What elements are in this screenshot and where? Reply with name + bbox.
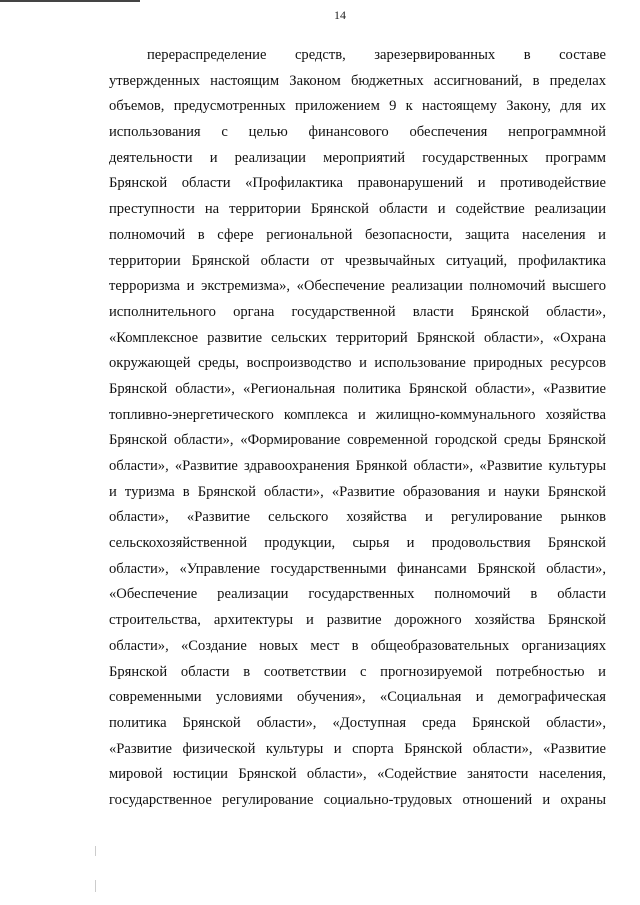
top-rule [0,0,140,2]
text-line: современными условиями обучения», «Социальная и демографическая [109,689,606,706]
text-line: Брянской области «Профилактика правонарушений и противодействие [109,175,606,192]
text-line: исполнительного органа государственной власти Брянской области», [109,303,606,320]
text-line: терроризма и экстремизма», «Обеспечение реализации полномочий высшего [109,278,606,295]
body-text [109,43,606,814]
text-line: политика Брянской области», «Доступная среда Брянской области», [109,714,606,731]
text-line: и туризма в Брянской области», «Развитие образования и науки Брянской [109,483,606,500]
text-line: строительства, архитектуры и развитие дорожного хозяйства Брянской [109,612,606,629]
page-number: 14 [334,8,346,22]
text-line: сельскохозяйственной продукции, сырья и продовольствия Брянской [109,535,606,552]
scan-margin-mark [95,846,96,856]
text-line: использования с целью финансового обеспечения непрограммной [109,124,606,141]
scan-margin-mark [95,880,96,892]
text-line: мировой юстиции Брянской области», «Содействие занятости населения, [109,766,606,783]
text-line: области», «Развитие здравоохранения Брянкой области», «Развитие культуры [109,458,606,474]
text-line: топливно-энергетического комплекса и жилищно-коммунального хозяйства [109,406,606,423]
text-line: деятельности и реализации мероприятий государственных программ [109,149,606,166]
text-line: Брянской области в соответствии с прогнозируемой потребностью и [109,663,606,680]
text-line: окружающей среды, воспроизводство и использование природных ресурсов [109,355,606,372]
text-line: перераспределение средств, зарезервированных в составе [147,47,606,63]
text-line: Брянской области», «Формирование современной городской среды Брянской [109,432,606,449]
text-line: «Комплексное развитие сельских территорий Брянской области», «Охрана [109,329,606,346]
text-line: Брянской области», «Региональная политика Брянской области», «Развитие [109,380,606,397]
text-line: государственное регулирование социально-трудовых отношений и охраны [109,791,606,808]
text-line: полномочий в сфере региональной безопасности, защита населения и [109,226,606,243]
text-line: «Обеспечение реализации государственных полномочий в области [109,586,606,603]
text-line: утвержденных настоящим Законом бюджетных ассигнований, в пределах [109,72,606,89]
text-line: объемов, предусмотренных приложением 9 к настоящему Закону, для их [109,98,606,115]
text-line: территории Брянской области от чрезвычайных ситуаций, профилактика [109,252,606,269]
text-line: области», «Развитие сельского хозяйства и регулирование рынков [109,509,606,526]
text-line: преступности на территории Брянской области и содействие реализации [109,201,606,218]
text-line: области», «Управление государственными финансами Брянской области», [109,560,606,577]
text-line: области», «Создание новых мест в общеобразовательных организациях [109,637,606,654]
text-line: «Развитие физической культуры и спорта Брянской области», «Развитие [109,740,606,757]
